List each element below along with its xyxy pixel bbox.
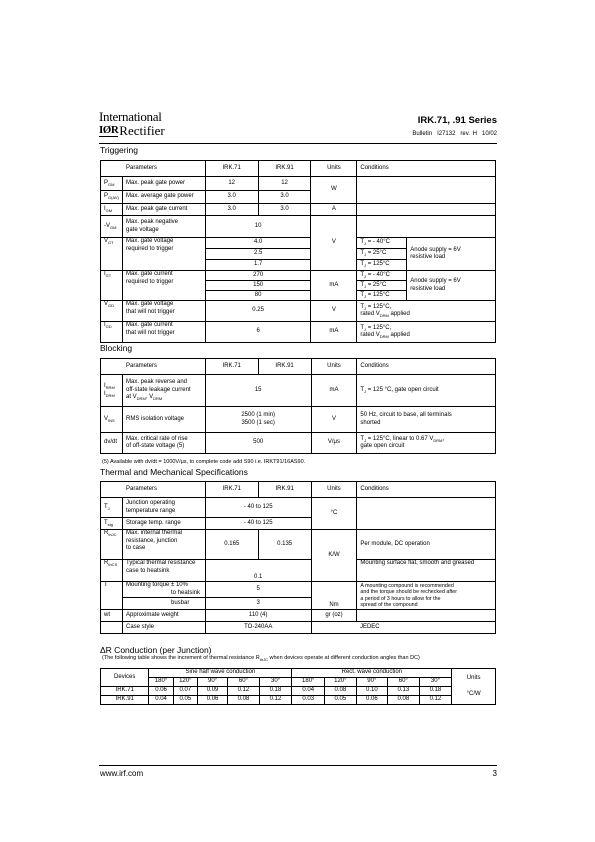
blocking-table [100, 358, 496, 454]
table-row: 150 $T_J = 25^\circ C$ [101, 281, 496, 291]
table-row: 2.5 $T_J = 25^\circ C$ [101, 249, 496, 260]
angle-header: 90° [197, 678, 227, 687]
value-cell: 0.04 [149, 696, 173, 705]
thermal-table [100, 481, 496, 634]
section-title-blocking: Blocking [100, 343, 133, 353]
blocking-footnote: (5) Available with dv/dt = 1000V/μs, to complete code add S90 i.e. IRKT91/16AS90. [102, 459, 306, 465]
angle-header: 120° [325, 678, 357, 687]
table-header-row: Parameters IRK.71 IRK.91 Units Conditions [101, 359, 496, 375]
table-row [101, 696, 496, 705]
table-header-row [101, 678, 496, 687]
value-cell: 0.05 [173, 696, 197, 705]
value-cell: 0.08 [228, 696, 260, 705]
table-row: $P_{G(AV)}$ Max. average gate power 3.0 3.0 [101, 191, 496, 204]
table-row [101, 687, 496, 696]
page-number: 3 [492, 769, 497, 778]
section-title-triggering: Triggering [100, 145, 138, 155]
angle-header: 180° [149, 678, 173, 687]
table-row: $I_{GT}$ Max. gate current required to trigger 270 mA $T_J$ = - 40°C Anode supply = 6V resistive load [101, 271, 496, 281]
table-row: $R_{thJC}$ Max. internal thermal resistance, junction to case 0.165 0.135 K/W Per module, DC operation [101, 530, 496, 560]
value-cell: 0.08 [325, 687, 357, 696]
value-cell: 0.06 [356, 696, 388, 705]
delta-r-table [100, 668, 496, 705]
units-cell: Units °C/W [452, 669, 496, 705]
table-row: $-V_{GM}$ Max. peak negative gate voltage 10 V [101, 216, 496, 238]
table-row: $T_J$ Junction operating temperature range - 40 to 125 °C [101, 498, 496, 518]
section-title-thermal: Thermal and Mechanical Specifications [100, 467, 248, 477]
value-cell: 0.09 [197, 687, 227, 696]
angle-header: 60° [388, 678, 420, 687]
table-row: $V_{INS}$ RMS isolation voltage 2500 (1 min) 3500 (1 sec) V 50 Hz, circuit to base, all terminals shorted [101, 407, 496, 433]
logo-mark: IØR [99, 124, 119, 136]
section-title-delta-r: ΔR Conduction (per Junction) [100, 645, 212, 655]
table-row: $P_{GM}$ Max. peak gate power 12 12 W [101, 177, 496, 191]
value-cell: 0.12 [259, 696, 292, 705]
table-row: 80 $T_J = 125^\circ C$ [101, 291, 496, 301]
value-cell: 0.18 [419, 687, 452, 696]
footer-url[interactable]: www.irf.com [100, 769, 144, 778]
table-row: $I_{RRM}$ $I_{DRM}$ Max. peak reverse and off-state leakage current at $V_{DRM}$, $V_{DRM}$ 15 mA $T_J = 125$ °C, gate open circuit [101, 375, 496, 407]
angle-header: 30° [259, 678, 292, 687]
logo-top-text: International [99, 109, 162, 124]
table-row: wt Approximate weight 110 (4) gr (oz) [101, 610, 496, 622]
table-header-row: Parameters IRK.71 IRK.91 Units Conditions [101, 161, 496, 177]
value-cell: 0.10 [356, 687, 388, 696]
device-cell: IRK.91 [101, 696, 149, 705]
value-cell: 0.04 [292, 687, 325, 696]
table-header-row: Parameters IRK.71 IRK.91 Units Conditions [101, 482, 496, 498]
value-cell: 0.06 [149, 687, 173, 696]
table-row: T Mounting torque ± 10% to heatsink 5 Nm A mounting compound is recommended and the torque should be rechecked after a period of 3 hours to allow for the spread of the compound [101, 582, 496, 598]
table-row: $V_{GT}$ Max. gate voltage required to trigger 4.0 $T_J$ = - 40°C Anode supply = 6V resistive load [101, 238, 496, 249]
table-row: 1.7 $T_J = 125^\circ C$ [101, 260, 496, 271]
table-row: Case style TO-240AA JEDEC [101, 622, 496, 634]
delta-r-subtitle: (The following table shows the increment of thermal resistance $R_{thJC}$ when devices operate at different conduction angles than DC) [102, 655, 420, 663]
logo-bottom-text: Rectifier [119, 123, 165, 138]
value-cell: 0.06 [197, 696, 227, 705]
angle-header: 120° [173, 678, 197, 687]
triggering-table [100, 160, 496, 343]
value-cell: 0.08 [388, 696, 420, 705]
table-header-row: Devices Sine half wave conduction Rect. wave conduction Units °C/W [101, 669, 496, 678]
angle-header: 90° [356, 678, 388, 687]
value-cell: 0.03 [292, 696, 325, 705]
footer-rule [99, 765, 497, 766]
table-row: $V_{GD}$ Max. gate voltage that will not trigger 0.25 V $T_J = 125^\circ C$, rated $V_{DRM}$ applied [101, 301, 496, 322]
table-row: $R_{thCS}$ Typical thermal resistance case to heatsink 0.1 Mounting surface flat, smooth and greased [101, 560, 496, 582]
angle-header: 30° [419, 678, 452, 687]
company-logo [99, 110, 179, 138]
table-row: $T_{stg}$ Storage temp. range - 40 to 125 [101, 518, 496, 530]
value-cell: 0.13 [388, 687, 420, 696]
angle-header: 60° [228, 678, 260, 687]
table-row: dv/dt Max. critical rate of rise of off-state voltage (5) 500 V/μs $T_J = 125^\circ C$, linear to 0.67 $V_{DRM}$, gate open circuit [101, 433, 496, 454]
device-cell: IRK.71 [101, 687, 149, 696]
angle-header: 180° [292, 678, 325, 687]
value-cell: 0.18 [259, 687, 292, 696]
table-row: $I_{GD}$ Max. gate current that will not trigger 6 mA $T_J = 125^\circ C$, rated $V_{DRM}$ applied [101, 322, 496, 343]
table-row: busbar 3 [101, 598, 496, 610]
header-rule [99, 143, 497, 144]
value-cell: 0.12 [419, 696, 452, 705]
value-cell: 0.07 [173, 687, 197, 696]
table-row: $I_{GM}$ Max. peak gate current 3.0 3.0 A [101, 204, 496, 216]
bulletin-info: Bulletin I27132 rev. H 10/02 [412, 131, 497, 137]
value-cell: 0.05 [325, 696, 357, 705]
value-cell: 0.12 [228, 687, 260, 696]
series-title: IRK.71, .91 Series [417, 115, 497, 126]
